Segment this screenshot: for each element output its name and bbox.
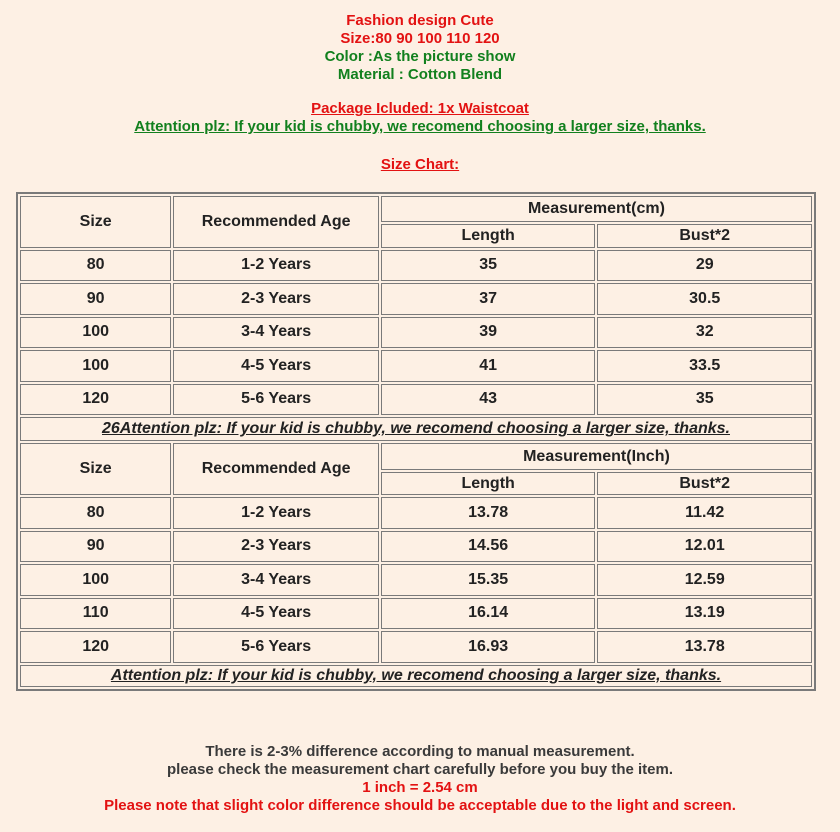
bust-cell: 30.5 xyxy=(597,283,812,314)
size-cell: 110 xyxy=(20,598,171,629)
length-cell: 43 xyxy=(381,384,596,415)
age-cell: 1-2 Years xyxy=(173,250,379,281)
size-chart-table xyxy=(16,192,816,691)
bust-cell: 32 xyxy=(597,317,812,348)
table-row xyxy=(20,350,812,381)
bust-cell: 35 xyxy=(597,384,812,415)
size-cell: 90 xyxy=(20,531,171,562)
header-design: Fashion design Cute xyxy=(346,12,494,29)
size-cell: 80 xyxy=(20,250,171,281)
inch-attention-note: Attention plz: If your kid is chubby, we recomend choosing a larger size, thanks. xyxy=(20,665,812,687)
length-cell: 16.93 xyxy=(381,631,596,662)
bust-cell: 13.19 xyxy=(597,598,812,629)
inch-size-header: Size xyxy=(20,443,171,495)
footer-color-note: Please note that slight color difference should be acceptable due to the light and screen. xyxy=(104,797,736,814)
header-package: Package Icluded: 1x Waistcoat xyxy=(311,100,529,117)
size-cell: 100 xyxy=(20,564,171,595)
table-row xyxy=(20,497,812,528)
age-cell: 4-5 Years xyxy=(173,350,379,381)
size-cell: 80 xyxy=(20,497,171,528)
age-cell: 5-6 Years xyxy=(173,631,379,662)
table-row xyxy=(20,598,812,629)
table-row xyxy=(20,384,812,415)
length-cell: 35 xyxy=(381,250,596,281)
age-cell: 3-4 Years xyxy=(173,317,379,348)
length-cell: 13.78 xyxy=(381,497,596,528)
bust-cell: 33.5 xyxy=(597,350,812,381)
age-cell: 1-2 Years xyxy=(173,497,379,528)
table-row xyxy=(20,631,812,662)
size-cell: 100 xyxy=(20,350,171,381)
cm-bust-header: Bust*2 xyxy=(597,224,812,247)
bust-cell: 12.01 xyxy=(597,531,812,562)
inch-measurement-header: Measurement(Inch) xyxy=(381,443,812,469)
bust-cell: 29 xyxy=(597,250,812,281)
inch-bust-header: Bust*2 xyxy=(597,472,812,495)
footer-difference: There is 2-3% difference according to manual measurement. xyxy=(205,743,635,760)
cm-length-header: Length xyxy=(381,224,596,247)
cm-measurement-header: Measurement(cm) xyxy=(381,196,812,222)
cm-header-row xyxy=(20,196,812,222)
size-cell: 120 xyxy=(20,631,171,662)
footer-check: please check the measurement chart carefully before you buy the item. xyxy=(166,761,673,778)
table-row xyxy=(20,531,812,562)
table-row xyxy=(20,564,812,595)
size-chart-title: Size Chart: xyxy=(380,156,460,173)
length-cell: 37 xyxy=(381,283,596,314)
age-cell: 5-6 Years xyxy=(173,384,379,415)
age-cell: 4-5 Years xyxy=(173,598,379,629)
inch-length-header: Length xyxy=(381,472,596,495)
bust-cell: 13.78 xyxy=(597,631,812,662)
cm-attention-note: 26Attention plz: If your kid is chubby, we recomend choosing a larger size, thanks. xyxy=(20,417,812,441)
length-cell: 15.35 xyxy=(381,564,596,595)
product-header xyxy=(0,12,840,174)
size-cell: 90 xyxy=(20,283,171,314)
header-attention: Attention plz: If your kid is chubby, we recomend choosing a larger size, thanks. xyxy=(134,118,706,135)
cm-age-header: Recommended Age xyxy=(173,196,379,248)
header-material: Material : Cotton Blend xyxy=(337,66,503,83)
age-cell: 2-3 Years xyxy=(173,283,379,314)
size-cell: 100 xyxy=(20,317,171,348)
table-row xyxy=(20,283,812,314)
length-cell: 39 xyxy=(381,317,596,348)
table-row xyxy=(20,250,812,281)
footer-conversion: 1 inch = 2.54 cm xyxy=(362,779,478,796)
length-cell: 16.14 xyxy=(381,598,596,629)
bust-cell: 11.42 xyxy=(597,497,812,528)
bust-cell: 12.59 xyxy=(597,564,812,595)
table-row xyxy=(20,317,812,348)
inch-header-row xyxy=(20,443,812,469)
age-cell: 3-4 Years xyxy=(173,564,379,595)
cm-size-header: Size xyxy=(20,196,171,248)
header-color: Color :As the picture show xyxy=(324,48,516,65)
inch-age-header: Recommended Age xyxy=(173,443,379,495)
footer-notes xyxy=(0,743,840,815)
size-cell: 120 xyxy=(20,384,171,415)
age-cell: 2-3 Years xyxy=(173,531,379,562)
length-cell: 41 xyxy=(381,350,596,381)
length-cell: 14.56 xyxy=(381,531,596,562)
header-sizes: Size:80 90 100 110 120 xyxy=(340,30,500,47)
